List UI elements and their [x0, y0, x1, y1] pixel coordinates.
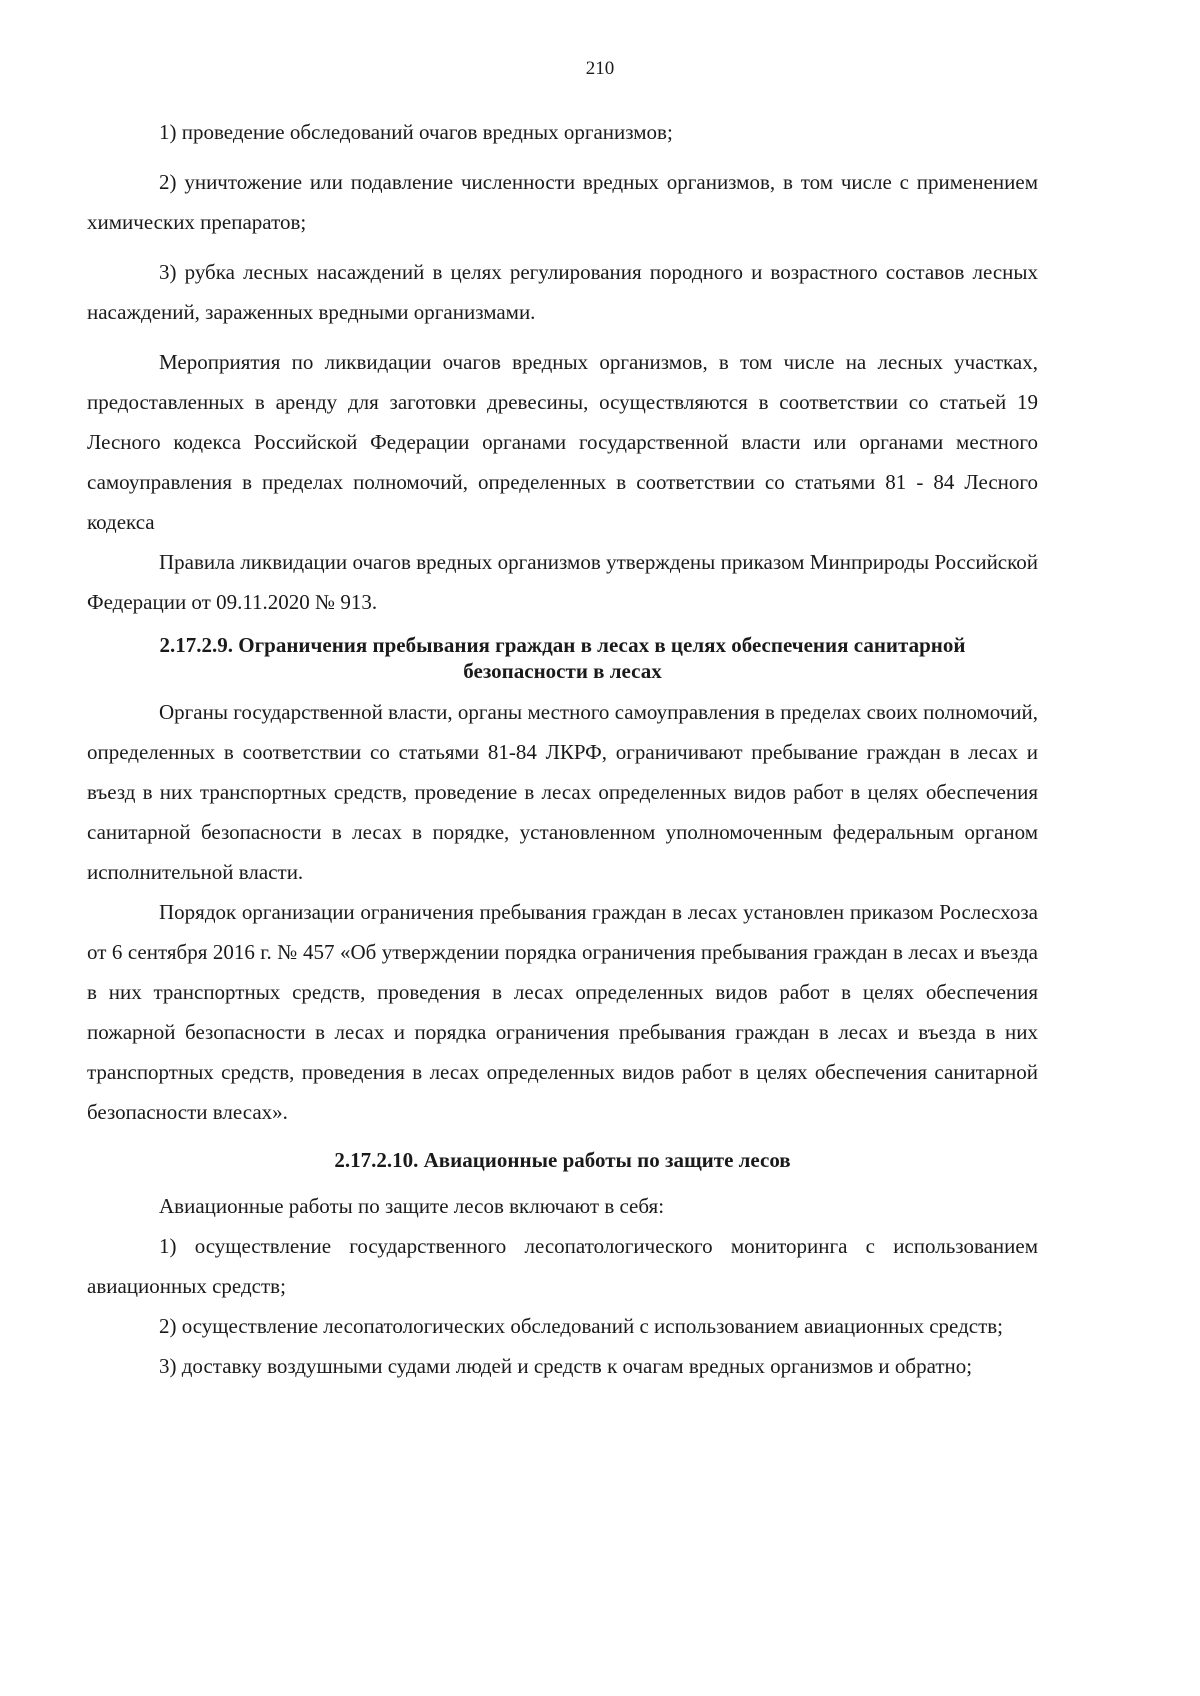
paragraph: Органы государственной власти, органы местного самоуправления в пределах своих полномочий, определенных в соответствии со статьями 81-84 ЛКРФ, ограничивают пребывание граждан в лесах и въезд в них транспортных средств, проведение в лесах определенных видов работ в целях обеспечения санитарной безопасности в лесах в порядке, установленном уполномоченным федеральным органом исполнительной власти.: [87, 700, 1038, 884]
list-item: 2) уничтожение или подавление численности вредных организмов, в том числе с применением химических препаратов;: [87, 170, 1038, 234]
section-heading: [87, 632, 1038, 684]
paragraph: Порядок организации ограничения пребывания граждан в лесах установлен приказом Рослесхоза от 6 сентября 2016 г. № 457 «Об утверждении порядка ограничения пребывания граждан в лесах и въезда в них транспортных средств, проведения в лесах определенных видов работ в целях обеспечения пожарной безопасности в лесах и порядка ограничения пребывания граждан в лесах и въезда в них транспортных средств, проведения в лесах определенных видов работ в целях обеспечения санитарной безопасности влесах».: [87, 900, 1038, 1124]
list-item: 3) доставку воздушными судами людей и средств к очагам вредных организмов и обратно;: [159, 1354, 973, 1378]
section-heading: 2.17.2.10. Авиационные работы по защите лесов: [334, 1148, 791, 1172]
document-body: [87, 112, 1038, 1386]
list-item: 2) осуществление лесопатологических обследований с использованием авиационных средств;: [159, 1314, 1003, 1338]
list-item: 3) рубка лесных насаждений в целях регулирования породного и возрастного составов лесных насаждений, зараженных вредными организмами.: [87, 260, 1038, 324]
section-heading-line: безопасности в лесах: [463, 659, 662, 683]
list-item: 1) осуществление государственного лесопатологического мониторинга с использованием авиационных средств;: [87, 1234, 1038, 1298]
paragraph: Мероприятия по ликвидации очагов вредных организмов, в том числе на лесных участках, предоставленных в аренду для заготовки древесины, осуществляются в соответствии со статьей 19 Лесного кодекса Российской Федерации органами государственной власти или органами местного самоуправления в пределах полномочий, определенных в соответствии со статьями 81 - 84 Лесного кодекса: [87, 350, 1038, 534]
paragraph: Правила ликвидации очагов вредных организмов утверждены приказом Минприроды Российской Федерации от 09.11.2020 № 913.: [87, 550, 1038, 614]
section-heading-line: 2.17.2.9. Ограничения пребывания граждан в лесах в целях обеспечения санитарной: [159, 633, 966, 657]
paragraph: Авиационные работы по защите лесов включают в себя:: [159, 1194, 665, 1218]
page-number: 210: [585, 58, 615, 79]
list-item: 1) проведение обследований очагов вредных организмов;: [159, 120, 673, 144]
